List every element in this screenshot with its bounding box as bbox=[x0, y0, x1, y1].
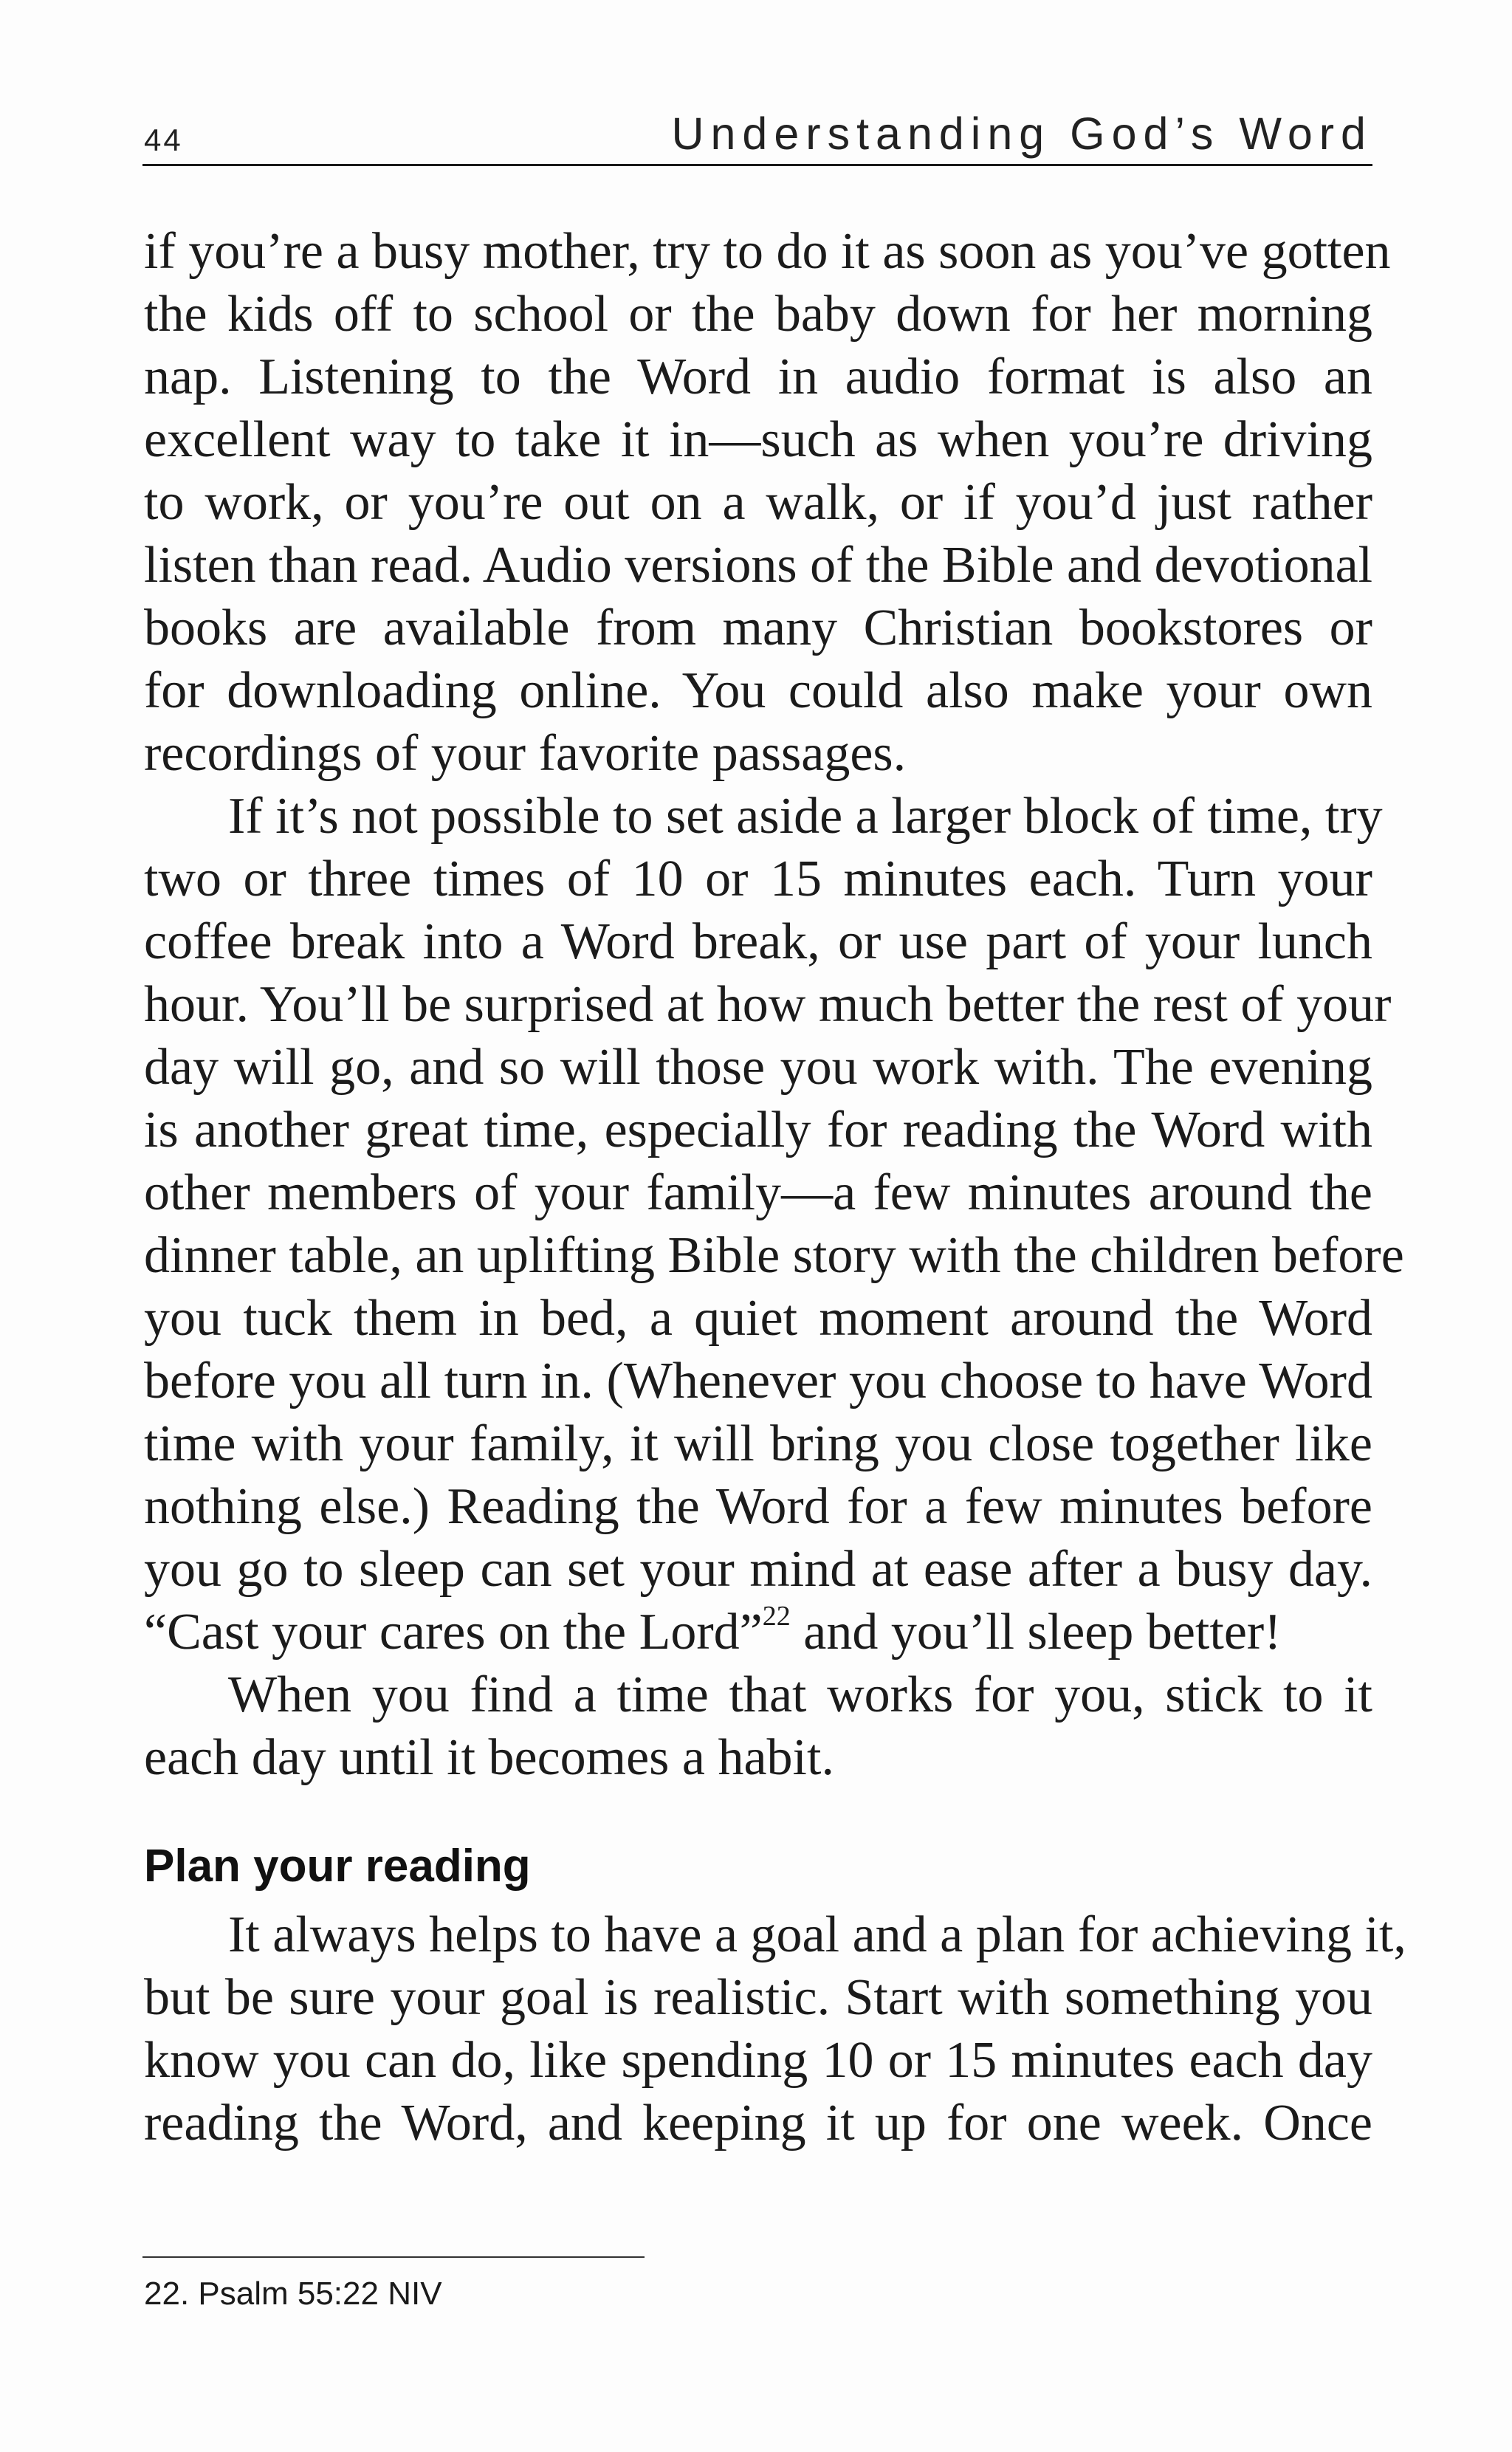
page-header bbox=[142, 109, 1372, 166]
body-line: other members of your family—a few minutes around the bbox=[144, 1164, 1372, 1221]
body-line: When you find a time that works for you, stick to it bbox=[228, 1666, 1372, 1723]
body-line: know you can do, like spending 10 or 15 minutes each day bbox=[144, 2032, 1372, 2089]
body-line: if you’re a busy mother, try to do it as soon as you’ve gotten bbox=[144, 223, 1391, 280]
body-line: each day until it becomes a habit. bbox=[144, 1729, 834, 1786]
body-line: nothing else.) Reading the Word for a few minutes before bbox=[144, 1478, 1372, 1535]
body-line: the kids off to school or the baby down for her morning bbox=[144, 286, 1372, 343]
body-line: recordings of your favorite passages. bbox=[144, 725, 907, 782]
body-line: If it’s not possible to set aside a larger block of time, try bbox=[228, 788, 1383, 845]
body-line: but be sure your goal is realistic. Start with something you bbox=[144, 1969, 1372, 2026]
body-line: reading the Word, and keeping it up for one week. Once bbox=[144, 2095, 1372, 2151]
body-line: you go to sleep can set your mind at ease after a busy day. bbox=[144, 1541, 1372, 1598]
body-line: It always helps to have a goal and a plan for achieving it, bbox=[228, 1906, 1406, 1963]
section-heading: Plan your reading bbox=[144, 1841, 531, 1892]
section-text-block bbox=[144, 1903, 1406, 2154]
body-line: listen than read. Audio versions of the Bible and devotional bbox=[144, 537, 1373, 594]
body-line: time with your family, it will bring you close together like bbox=[144, 1415, 1372, 1472]
body-line: to work, or you’re out on a walk, or if you’d just rather bbox=[144, 474, 1372, 531]
body-line: before you all turn in. (Whenever you choose to have Word bbox=[144, 1353, 1372, 1409]
page-number: 44 bbox=[144, 123, 183, 157]
body-text-block bbox=[144, 220, 1404, 1789]
scripture-quote: “Cast your cares on the Lord” bbox=[144, 1604, 763, 1661]
body-line: excellent way to take it in—such as when you’re driving bbox=[144, 411, 1372, 468]
body-line: two or three times of 10 or 15 minutes each. Turn your bbox=[144, 851, 1372, 907]
quote-line-tail: and you’ll sleep better! bbox=[790, 1604, 1282, 1661]
footnote: 22. Psalm 55:22 NIV bbox=[144, 2276, 442, 2312]
body-line: for downloading online. You could also make your own bbox=[144, 662, 1372, 719]
running-head: Understanding God’s Word bbox=[671, 109, 1372, 159]
quote-line bbox=[144, 1601, 1372, 1663]
body-line: nap. Listening to the Word in audio format is also an bbox=[144, 348, 1372, 405]
body-line: hour. You’ll be surprised at how much better the rest of your bbox=[144, 976, 1392, 1033]
body-line: books are available from many Christian bookstores or bbox=[144, 600, 1372, 656]
body-line: coffee break into a Word break, or use part of your lunch bbox=[144, 913, 1372, 970]
body-line: you tuck them in bed, a quiet moment around the Word bbox=[144, 1290, 1372, 1347]
body-line: dinner table, an uplifting Bible story with the children before bbox=[144, 1227, 1404, 1284]
body-line: day will go, and so will those you work with. The evening bbox=[144, 1039, 1372, 1096]
footnote-reference: 22 bbox=[762, 1600, 791, 1632]
body-line: is another great time, especially for reading the Word with bbox=[144, 1102, 1372, 1158]
footnote-divider bbox=[142, 2256, 645, 2258]
